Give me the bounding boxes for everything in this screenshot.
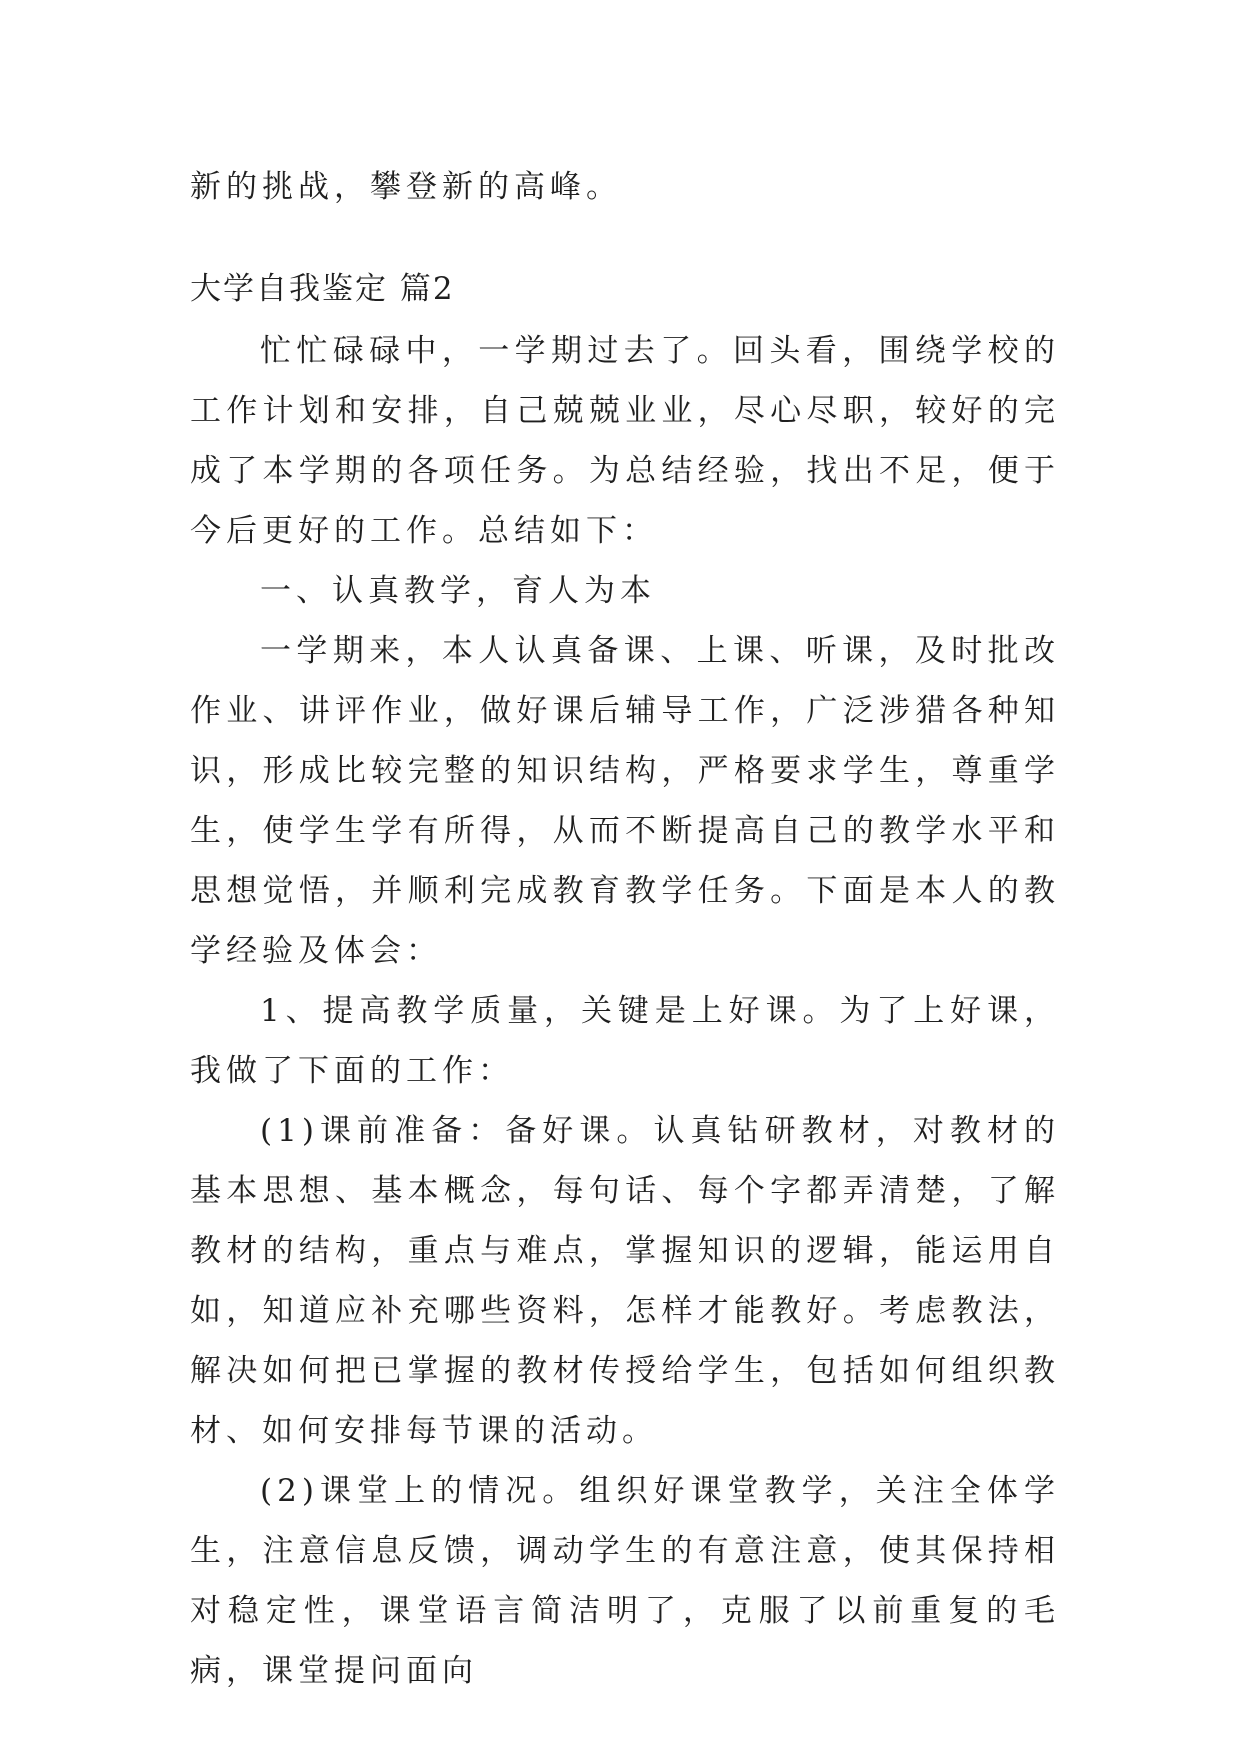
paragraph-point-1-2: (2)课堂上的情况。组织好课堂教学，关注全体学生，注意信息反馈，调动学生的有意注意，使其保持相对稳定性，课堂语言简洁明了，克服了以前重复的毛病，课堂提问面向 bbox=[190, 1473, 1060, 1689]
paragraph-teaching: 一学期来，本人认真备课、上课、听课，及时批改作业、讲评作业，做好课后辅导工作，广泛涉猎各种知识，形成比较完整的知识结构，严格要求学生，尊重学生，使学生学有所得，从而不断提高自己的教学水平和思想觉悟，并顺利完成教育教学任务。下面是本人的教学经验及体会： bbox=[190, 633, 1060, 969]
paragraph-point-1-1: (1)课前准备：备好课。认真钻研教材，对教材的基本思想、基本概念，每句话、每个字都弄清楚，了解教材的结构，重点与难点，掌握知识的逻辑，能运用自如，知道应补充哪些资料，怎样才能教好。考虑教法，解决如何把已掌握的教材传授给学生，包括如何组织教材、如何安排每节课的活动。 bbox=[190, 1113, 1060, 1449]
paragraph-subheading-1: 一、认真教学，育人为本 bbox=[260, 573, 656, 609]
paragraph-point-1: 1、提高教学质量，关键是上好课。为了上好课，我做了下面的工作： bbox=[190, 993, 1060, 1089]
paragraph-intro: 忙忙碌碌中，一学期过去了。回头看，围绕学校的工作计划和安排，自己兢兢业业，尽心尽职，较好的完成了本学期的各项任务。为总结经验，找出不足，便于今后更好的工作。总结如下： bbox=[190, 333, 1060, 549]
continuation-text: 新的挑战，攀登新的高峰。 bbox=[190, 169, 622, 205]
document-body bbox=[190, 157, 1060, 1701]
section-title: 大学自我鉴定 篇2 bbox=[190, 271, 455, 307]
